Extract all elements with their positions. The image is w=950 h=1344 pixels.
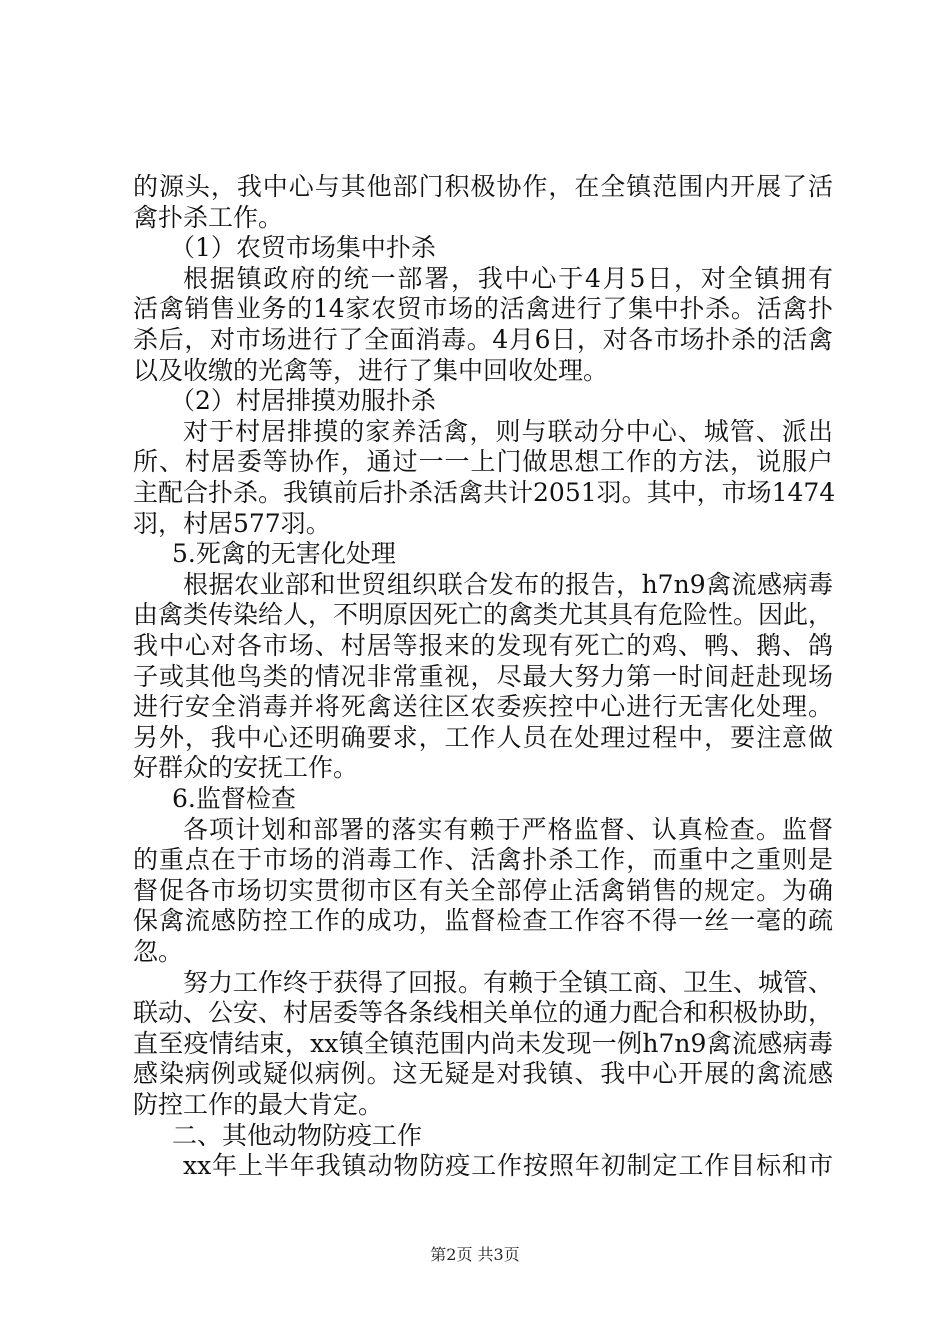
body-text-line: 忽。 — [133, 937, 184, 966]
body-text-line: 督促各市场切实贯彻市区有关全部停止活禽销售的规定。为确 — [133, 876, 833, 905]
body-text-line: 联动、公安、村居委等各条线相关单位的通力配合和积极协助， — [133, 998, 834, 1027]
body-text-line: 直至疫情结束，xx镇全镇范围内尚未发现一例h7n9禽流感病毒 — [133, 1029, 833, 1058]
body-text-line: 进行安全消毒并将死禽送往区农委疾控中心进行无害化处理。 — [133, 692, 833, 721]
subheading-village-culling: （2）村居排摸劝服扑杀 — [170, 386, 436, 415]
page-footer: 第2页 共3页 — [430, 1245, 520, 1264]
body-text-line: 根据镇政府的统一部署，我中心于4月5日，对全镇拥有 — [183, 264, 833, 293]
body-text-line: xx年上半年我镇动物防疫工作按照年初制定工作目标和市 — [183, 1151, 833, 1180]
body-text-line: 由禽类传染给人，不明原因死亡的禽类尤其具有危险性。因此， — [133, 600, 834, 629]
body-text-line: 活禽销售业务的14家农贸市场的活禽进行了集中扑杀。活禽扑 — [133, 294, 833, 323]
section-heading-dead-poultry: 5.死禽的无害化处理 — [172, 539, 396, 568]
body-text-line: 好群众的安抚工作。 — [133, 753, 359, 782]
section-heading-supervision: 6.监督检查 — [172, 784, 296, 813]
body-text-line: 杀后，对市场进行了全面消毒。4月6日，对各市场扑杀的活禽 — [133, 325, 833, 354]
body-text-line: 所、村居委等协作，通过一一上门做思想工作的方法，说服户 — [133, 447, 833, 476]
section-heading-other-epidemic-prevention: 二、其他动物防疫工作 — [172, 1121, 423, 1150]
body-text-line: 主配合扑杀。我镇前后扑杀活禽共计2051羽。其中，市场1474 — [133, 478, 836, 507]
body-text-line: 的源头，我中心与其他部门积极协作，在全镇范围内开展了活 — [133, 172, 833, 201]
subheading-farmers-market: （1）农贸市场集中扑杀 — [170, 233, 436, 262]
body-text-line: 羽，村居577羽。 — [133, 509, 331, 538]
body-text-line: 另外，我中心还明确要求，工作人员在处理过程中，要注意做 — [133, 723, 833, 752]
body-text-line: 我中心对各市场、村居等报来的发现有死亡的鸡、鸭、鹅、鸽 — [133, 631, 833, 660]
body-text-line: 的重点在于市场的消毒工作、活禽扑杀工作，而重中之重则是 — [133, 845, 833, 874]
body-text-line: 禽扑杀工作。 — [133, 203, 284, 232]
body-text-line: 各项计划和部署的落实有赖于严格监督、认真检查。监督 — [183, 815, 833, 844]
body-text-line: 对于村居排摸的家养活禽，则与联动分中心、城管、派出 — [183, 417, 833, 446]
body-text-line: 以及收缴的光禽等，进行了集中回收处理。 — [133, 356, 609, 385]
body-text-line: 根据农业部和世贸组织联合发布的报告，h7n9禽流感病毒 — [183, 570, 833, 599]
body-text-line: 子或其他鸟类的情况非常重视，尽最大努力第一时间赶赴现场 — [133, 662, 833, 691]
body-text-line: 努力工作终于获得了回报。有赖于全镇工商、卫生、城管、 — [183, 968, 834, 997]
body-text-line: 感染病例或疑似病例。这无疑是对我镇、我中心开展的禽流感 — [133, 1059, 833, 1088]
body-text-line: 防控工作的最大肯定。 — [133, 1090, 384, 1119]
body-text-line: 保禽流感防控工作的成功，监督检查工作容不得一丝一毫的疏 — [133, 906, 833, 935]
